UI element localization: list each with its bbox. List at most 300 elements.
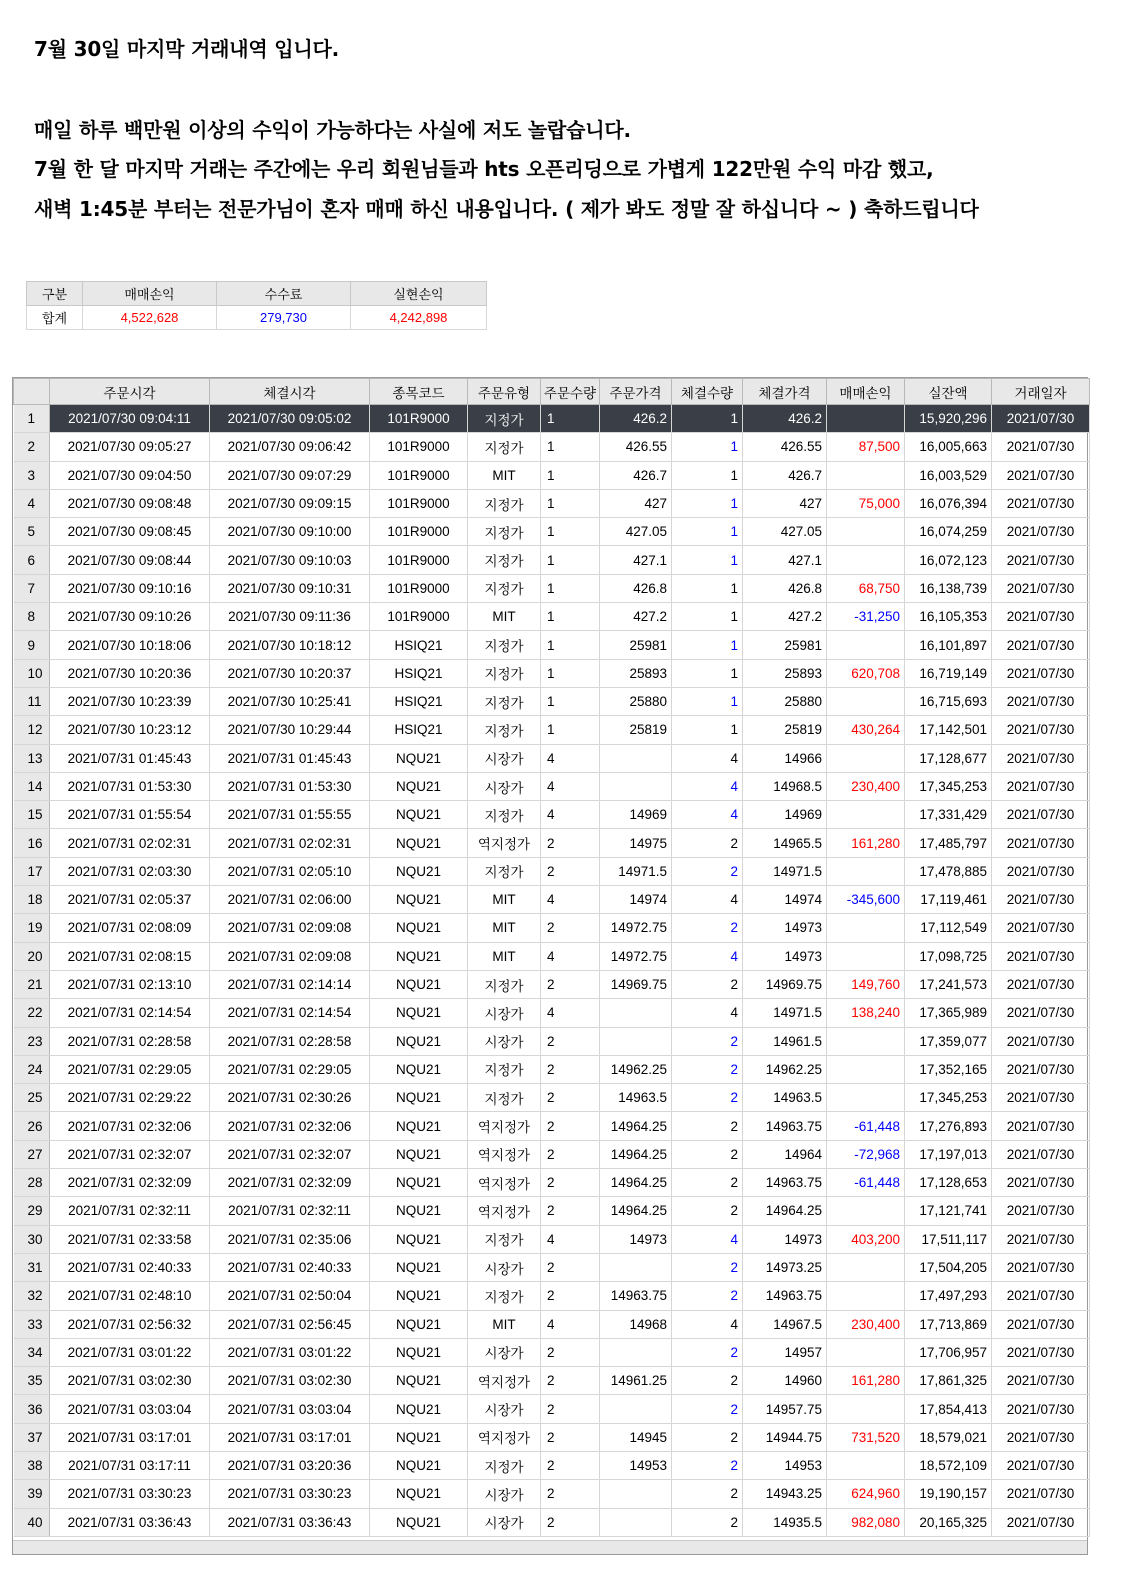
order-time-cell: 2021/07/31 03:36:43	[50, 1508, 210, 1536]
balance-cell: 17,504,205	[905, 1253, 992, 1281]
summary-trade-pl-value: 4,522,628	[83, 306, 217, 330]
trade-date-cell: 2021/07/30	[992, 1169, 1090, 1197]
balance-cell: 17,511,117	[905, 1225, 992, 1253]
trade-pl-cell: 161,280	[827, 829, 905, 857]
row-number: 17	[14, 857, 50, 885]
balance-cell: 17,331,429	[905, 801, 992, 829]
order-type-cell: 시장가	[468, 1253, 541, 1281]
order-qty-cell: 2	[541, 1338, 600, 1366]
fill-price-cell: 14962.25	[743, 1055, 827, 1083]
trade-date-cell: 2021/07/30	[992, 489, 1090, 517]
table-row[interactable]	[14, 1140, 1090, 1168]
fill-qty-cell: 4	[672, 801, 743, 829]
order-qty-cell: 2	[541, 1197, 600, 1225]
grid-horizontal-scrollbar[interactable]	[13, 1540, 1087, 1554]
trade-pl-cell	[827, 1451, 905, 1479]
order-type-cell: MIT	[468, 942, 541, 970]
fill-qty-cell: 2	[672, 1169, 743, 1197]
table-row[interactable]	[14, 405, 1090, 433]
order-price-cell	[600, 1338, 672, 1366]
fill-price-cell: 14968.5	[743, 772, 827, 800]
symbol-cell: NQU21	[370, 1451, 468, 1479]
row-number: 8	[14, 603, 50, 631]
table-row[interactable]	[14, 1197, 1090, 1225]
table-row[interactable]	[14, 631, 1090, 659]
balance-cell: 16,005,663	[905, 433, 992, 461]
fill-price-cell: 14961.5	[743, 1027, 827, 1055]
balance-cell: 17,276,893	[905, 1112, 992, 1140]
order-time-cell: 2021/07/30 10:20:36	[50, 659, 210, 687]
table-row[interactable]	[14, 886, 1090, 914]
table-row[interactable]	[14, 1282, 1090, 1310]
fill-qty-cell: 1	[672, 603, 743, 631]
fill-price-cell: 14974	[743, 886, 827, 914]
order-qty-cell: 2	[541, 829, 600, 857]
table-row[interactable]	[14, 546, 1090, 574]
table-row[interactable]	[14, 1338, 1090, 1366]
grid-header-fill-price[interactable]: 체결가격	[743, 379, 827, 405]
order-time-cell: 2021/07/31 02:48:10	[50, 1282, 210, 1310]
order-price-cell: 426.55	[600, 433, 672, 461]
order-qty-cell: 2	[541, 1367, 600, 1395]
row-number: 38	[14, 1451, 50, 1479]
fill-time-cell: 2021/07/31 02:50:04	[210, 1282, 370, 1310]
row-number: 1	[14, 405, 50, 433]
trade-pl-cell: -345,600	[827, 886, 905, 914]
fill-time-cell: 2021/07/30 09:11:36	[210, 603, 370, 631]
fill-time-cell: 2021/07/31 03:01:22	[210, 1338, 370, 1366]
order-time-cell: 2021/07/31 02:08:09	[50, 914, 210, 942]
fill-qty-cell: 4	[672, 1225, 743, 1253]
table-row[interactable]	[14, 603, 1090, 631]
order-time-cell: 2021/07/31 01:55:54	[50, 801, 210, 829]
trade-date-cell: 2021/07/30	[992, 1451, 1090, 1479]
table-row[interactable]	[14, 857, 1090, 885]
grid-header-order-qty[interactable]: 주문수량	[541, 379, 600, 405]
order-qty-cell: 1	[541, 574, 600, 602]
trade-date-cell: 2021/07/30	[992, 405, 1090, 433]
trade-pl-cell: -61,448	[827, 1169, 905, 1197]
order-price-cell: 14961.25	[600, 1367, 672, 1395]
trade-pl-cell: -31,250	[827, 603, 905, 631]
table-row[interactable]	[14, 1480, 1090, 1508]
order-time-cell: 2021/07/31 02:32:07	[50, 1140, 210, 1168]
fill-qty-cell: 2	[672, 1197, 743, 1225]
fill-qty-cell: 4	[672, 886, 743, 914]
trade-date-cell: 2021/07/30	[992, 659, 1090, 687]
fill-qty-cell: 1	[672, 631, 743, 659]
row-number: 9	[14, 631, 50, 659]
balance-cell: 17,345,253	[905, 772, 992, 800]
symbol-cell: NQU21	[370, 1055, 468, 1083]
table-row[interactable]	[14, 1395, 1090, 1423]
grid-header-order-time[interactable]: 주문시각	[50, 379, 210, 405]
order-time-cell: 2021/07/31 02:40:33	[50, 1253, 210, 1281]
trade-date-cell: 2021/07/30	[992, 1055, 1090, 1083]
order-qty-cell: 2	[541, 1112, 600, 1140]
table-row[interactable]	[14, 716, 1090, 744]
symbol-cell: NQU21	[370, 1367, 468, 1395]
table-row[interactable]	[14, 433, 1090, 461]
summary-header-trade-pl[interactable]: 매매손익	[83, 282, 217, 306]
fill-price-cell: 426.7	[743, 461, 827, 489]
symbol-cell: HSIQ21	[370, 716, 468, 744]
symbol-cell: 101R9000	[370, 546, 468, 574]
fill-price-cell: 25819	[743, 716, 827, 744]
trade-date-cell: 2021/07/30	[992, 970, 1090, 998]
order-time-cell: 2021/07/31 02:32:11	[50, 1197, 210, 1225]
order-qty-cell: 2	[541, 1395, 600, 1423]
order-qty-cell: 2	[541, 1169, 600, 1197]
fill-qty-cell: 2	[672, 1480, 743, 1508]
fill-time-cell: 2021/07/31 02:32:06	[210, 1112, 370, 1140]
order-price-cell: 14953	[600, 1451, 672, 1479]
fill-time-cell: 2021/07/31 02:14:54	[210, 999, 370, 1027]
order-time-cell: 2021/07/31 02:03:30	[50, 857, 210, 885]
trade-pl-cell: 230,400	[827, 772, 905, 800]
fill-time-cell: 2021/07/31 03:03:04	[210, 1395, 370, 1423]
summary-header-realized-pl[interactable]: 실현손익	[351, 282, 487, 306]
row-number: 22	[14, 999, 50, 1027]
trade-pl-cell	[827, 405, 905, 433]
fill-time-cell: 2021/07/30 10:20:37	[210, 659, 370, 687]
fill-price-cell: 25880	[743, 687, 827, 715]
fill-qty-cell: 1	[672, 687, 743, 715]
fill-qty-cell: 1	[672, 461, 743, 489]
order-price-cell	[600, 1480, 672, 1508]
fill-price-cell: 427.1	[743, 546, 827, 574]
trade-date-cell: 2021/07/30	[992, 1367, 1090, 1395]
symbol-cell: NQU21	[370, 1310, 468, 1338]
table-row[interactable]	[14, 829, 1090, 857]
fill-time-cell: 2021/07/31 02:29:05	[210, 1055, 370, 1083]
grid-header-order-price[interactable]: 주문가격	[600, 379, 672, 405]
row-number: 14	[14, 772, 50, 800]
trade-date-cell: 2021/07/30	[992, 631, 1090, 659]
trade-pl-cell	[827, 942, 905, 970]
order-price-cell: 427	[600, 489, 672, 517]
fill-time-cell: 2021/07/31 02:28:58	[210, 1027, 370, 1055]
balance-cell: 17,713,869	[905, 1310, 992, 1338]
trade-date-cell: 2021/07/30	[992, 1395, 1090, 1423]
order-type-cell: 지정가	[468, 857, 541, 885]
order-time-cell: 2021/07/31 03:01:22	[50, 1338, 210, 1366]
row-number: 28	[14, 1169, 50, 1197]
table-row[interactable]	[14, 1225, 1090, 1253]
order-qty-cell: 4	[541, 1225, 600, 1253]
fill-time-cell: 2021/07/31 03:30:23	[210, 1480, 370, 1508]
grid-header-trade-pl[interactable]: 매매손익	[827, 379, 905, 405]
order-type-cell: 지정가	[468, 574, 541, 602]
trade-pl-cell: 624,960	[827, 1480, 905, 1508]
order-type-cell: MIT	[468, 1310, 541, 1338]
grid-header-corner[interactable]	[14, 379, 50, 405]
balance-cell: 17,497,293	[905, 1282, 992, 1310]
row-number: 20	[14, 942, 50, 970]
trade-pl-cell: 149,760	[827, 970, 905, 998]
order-time-cell: 2021/07/30 09:08:45	[50, 518, 210, 546]
fill-qty-cell: 2	[672, 1451, 743, 1479]
grid-header-fill-time[interactable]: 체결시각	[210, 379, 370, 405]
row-number: 37	[14, 1423, 50, 1451]
trade-date-cell: 2021/07/30	[992, 574, 1090, 602]
symbol-cell: NQU21	[370, 1480, 468, 1508]
table-row[interactable]	[14, 1423, 1090, 1451]
fill-qty-cell: 1	[672, 659, 743, 687]
order-price-cell	[600, 772, 672, 800]
trade-pl-cell: 982,080	[827, 1508, 905, 1536]
grid-header-balance[interactable]: 실잔액	[905, 379, 992, 405]
order-price-cell	[600, 1253, 672, 1281]
table-row[interactable]	[14, 999, 1090, 1027]
order-type-cell: 시장가	[468, 1508, 541, 1536]
balance-cell: 17,854,413	[905, 1395, 992, 1423]
fill-time-cell: 2021/07/30 10:25:41	[210, 687, 370, 715]
summary-header-fee[interactable]: 수수료	[217, 282, 351, 306]
symbol-cell: 101R9000	[370, 574, 468, 602]
table-row[interactable]	[14, 659, 1090, 687]
order-time-cell: 2021/07/31 03:17:11	[50, 1451, 210, 1479]
order-type-cell: 지정가	[468, 405, 541, 433]
fill-qty-cell: 2	[672, 1423, 743, 1451]
fill-time-cell: 2021/07/30 09:10:00	[210, 518, 370, 546]
row-number: 18	[14, 886, 50, 914]
trade-pl-cell: 620,708	[827, 659, 905, 687]
row-number: 30	[14, 1225, 50, 1253]
fill-qty-cell: 2	[672, 1282, 743, 1310]
trade-pl-cell	[827, 1395, 905, 1423]
table-row[interactable]	[14, 1451, 1090, 1479]
row-number: 6	[14, 546, 50, 574]
order-time-cell: 2021/07/31 03:30:23	[50, 1480, 210, 1508]
fill-time-cell: 2021/07/30 10:18:12	[210, 631, 370, 659]
balance-cell: 16,715,693	[905, 687, 992, 715]
trade-pl-cell	[827, 1338, 905, 1366]
fill-qty-cell: 2	[672, 970, 743, 998]
row-number: 23	[14, 1027, 50, 1055]
trade-pl-cell	[827, 857, 905, 885]
fill-time-cell: 2021/07/31 02:56:45	[210, 1310, 370, 1338]
fill-qty-cell: 1	[672, 433, 743, 461]
grid-header-symbol[interactable]: 종목코드	[370, 379, 468, 405]
table-row[interactable]	[14, 1253, 1090, 1281]
trade-history-grid	[12, 377, 1088, 1555]
symbol-cell: NQU21	[370, 886, 468, 914]
order-price-cell: 14969.75	[600, 970, 672, 998]
fill-price-cell: 14963.75	[743, 1282, 827, 1310]
trade-pl-cell: -61,448	[827, 1112, 905, 1140]
table-row[interactable]	[14, 461, 1090, 489]
trade-date-cell: 2021/07/30	[992, 1423, 1090, 1451]
order-type-cell: 지정가	[468, 518, 541, 546]
order-time-cell: 2021/07/30 09:04:50	[50, 461, 210, 489]
fill-price-cell: 14969.75	[743, 970, 827, 998]
table-row[interactable]	[14, 914, 1090, 942]
order-type-cell: 시장가	[468, 744, 541, 772]
fill-time-cell: 2021/07/31 02:32:09	[210, 1169, 370, 1197]
order-type-cell: 역지정가	[468, 1169, 541, 1197]
row-number: 12	[14, 716, 50, 744]
order-price-cell	[600, 999, 672, 1027]
trade-pl-cell	[827, 461, 905, 489]
table-row[interactable]	[14, 574, 1090, 602]
order-price-cell	[600, 1027, 672, 1055]
table-row[interactable]	[14, 772, 1090, 800]
symbol-cell: NQU21	[370, 942, 468, 970]
trade-pl-cell	[827, 687, 905, 715]
row-number: 19	[14, 914, 50, 942]
fill-time-cell: 2021/07/30 09:10:03	[210, 546, 370, 574]
table-row[interactable]	[14, 687, 1090, 715]
balance-cell: 17,119,461	[905, 886, 992, 914]
trade-date-cell: 2021/07/30	[992, 1480, 1090, 1508]
trade-date-cell: 2021/07/30	[992, 1310, 1090, 1338]
trade-date-cell: 2021/07/30	[992, 772, 1090, 800]
fill-time-cell: 2021/07/30 09:06:42	[210, 433, 370, 461]
order-time-cell: 2021/07/31 02:56:32	[50, 1310, 210, 1338]
summary-header-category[interactable]: 구분	[27, 282, 83, 306]
table-row[interactable]	[14, 1112, 1090, 1140]
order-price-cell: 14963.5	[600, 1084, 672, 1112]
order-price-cell: 14963.75	[600, 1282, 672, 1310]
order-qty-cell: 1	[541, 603, 600, 631]
balance-cell: 16,072,123	[905, 546, 992, 574]
row-number: 35	[14, 1367, 50, 1395]
order-type-cell: 지정가	[468, 1451, 541, 1479]
order-qty-cell: 1	[541, 518, 600, 546]
balance-cell: 17,345,253	[905, 1084, 992, 1112]
table-row[interactable]	[14, 744, 1090, 772]
order-price-cell	[600, 744, 672, 772]
grid-header-order-type[interactable]: 주문유형	[468, 379, 541, 405]
trade-pl-cell	[827, 801, 905, 829]
trade-pl-cell	[827, 744, 905, 772]
table-row[interactable]	[14, 1027, 1090, 1055]
balance-cell: 17,121,741	[905, 1197, 992, 1225]
table-row[interactable]	[14, 801, 1090, 829]
order-time-cell: 2021/07/30 09:05:27	[50, 433, 210, 461]
row-number: 33	[14, 1310, 50, 1338]
order-qty-cell: 2	[541, 1282, 600, 1310]
row-number: 13	[14, 744, 50, 772]
fill-qty-cell: 1	[672, 405, 743, 433]
order-price-cell: 14964.25	[600, 1197, 672, 1225]
row-number: 3	[14, 461, 50, 489]
intro-line-2: 매일 하루 백만원 이상의 수익이 가능하다는 사실에 저도 놀랍습니다.	[34, 118, 631, 142]
trade-date-cell: 2021/07/30	[992, 829, 1090, 857]
trade-date-cell: 2021/07/30	[992, 687, 1090, 715]
fill-time-cell: 2021/07/30 10:29:44	[210, 716, 370, 744]
grid-header-trade-date[interactable]: 거래일자	[992, 379, 1090, 405]
trade-date-cell: 2021/07/30	[992, 433, 1090, 461]
fill-qty-cell: 2	[672, 1055, 743, 1083]
balance-cell: 16,719,149	[905, 659, 992, 687]
balance-cell: 17,478,885	[905, 857, 992, 885]
fill-time-cell: 2021/07/31 02:09:08	[210, 942, 370, 970]
table-row[interactable]	[14, 1055, 1090, 1083]
table-row[interactable]	[14, 1169, 1090, 1197]
order-time-cell: 2021/07/31 02:02:31	[50, 829, 210, 857]
balance-cell: 17,098,725	[905, 942, 992, 970]
summary-table	[26, 281, 487, 330]
fill-price-cell: 14971.5	[743, 857, 827, 885]
table-row[interactable]	[14, 1367, 1090, 1395]
table-row[interactable]	[14, 1310, 1090, 1338]
trade-date-cell: 2021/07/30	[992, 518, 1090, 546]
fill-qty-cell: 2	[672, 1084, 743, 1112]
row-number: 39	[14, 1480, 50, 1508]
trade-pl-cell	[827, 1055, 905, 1083]
symbol-cell: NQU21	[370, 970, 468, 998]
order-price-cell: 14964.25	[600, 1169, 672, 1197]
order-price-cell: 426.2	[600, 405, 672, 433]
row-number: 29	[14, 1197, 50, 1225]
order-price-cell: 427.2	[600, 603, 672, 631]
order-time-cell: 2021/07/31 02:05:37	[50, 886, 210, 914]
table-row[interactable]	[14, 518, 1090, 546]
table-row[interactable]	[14, 1084, 1090, 1112]
order-qty-cell: 4	[541, 942, 600, 970]
order-price-cell: 14972.75	[600, 942, 672, 970]
trade-date-cell: 2021/07/30	[992, 1112, 1090, 1140]
trade-pl-cell: 430,264	[827, 716, 905, 744]
table-row[interactable]	[14, 489, 1090, 517]
order-type-cell: 지정가	[468, 1282, 541, 1310]
summary-fee-value: 279,730	[217, 306, 351, 330]
order-qty-cell: 1	[541, 659, 600, 687]
order-price-cell: 14968	[600, 1310, 672, 1338]
trade-date-cell: 2021/07/30	[992, 1027, 1090, 1055]
order-price-cell: 25819	[600, 716, 672, 744]
row-number: 40	[14, 1508, 50, 1536]
trade-date-cell: 2021/07/30	[992, 1282, 1090, 1310]
order-type-cell: 지정가	[468, 1225, 541, 1253]
grid-header-fill-qty[interactable]: 체결수량	[672, 379, 743, 405]
balance-cell: 18,572,109	[905, 1451, 992, 1479]
fill-qty-cell: 2	[672, 857, 743, 885]
trade-date-cell: 2021/07/30	[992, 886, 1090, 914]
order-time-cell: 2021/07/31 02:28:58	[50, 1027, 210, 1055]
fill-price-cell: 25893	[743, 659, 827, 687]
order-qty-cell: 2	[541, 1423, 600, 1451]
row-number: 2	[14, 433, 50, 461]
order-time-cell: 2021/07/31 02:29:22	[50, 1084, 210, 1112]
table-row[interactable]	[14, 1508, 1090, 1536]
table-row[interactable]	[14, 970, 1090, 998]
symbol-cell: NQU21	[370, 1338, 468, 1366]
fill-price-cell: 14944.75	[743, 1423, 827, 1451]
order-price-cell	[600, 1508, 672, 1536]
fill-qty-cell: 1	[672, 574, 743, 602]
fill-time-cell: 2021/07/31 03:20:36	[210, 1451, 370, 1479]
intro-line-4: 새벽 1:45분 부터는 전문가님이 혼자 매매 하신 내용입니다. ( 제가 봐도 정말 잘 하십니다 ~ ) 축하드립니다	[34, 197, 979, 221]
row-number: 16	[14, 829, 50, 857]
trade-date-cell: 2021/07/30	[992, 1225, 1090, 1253]
order-qty-cell: 1	[541, 433, 600, 461]
order-qty-cell: 2	[541, 1027, 600, 1055]
order-time-cell: 2021/07/30 09:10:16	[50, 574, 210, 602]
trade-pl-cell	[827, 1253, 905, 1281]
order-price-cell: 25893	[600, 659, 672, 687]
summary-total-label: 합계	[27, 306, 83, 330]
trade-date-cell: 2021/07/30	[992, 1140, 1090, 1168]
fill-price-cell: 14973	[743, 1225, 827, 1253]
table-row[interactable]	[14, 942, 1090, 970]
order-price-cell: 426.8	[600, 574, 672, 602]
fill-price-cell: 14967.5	[743, 1310, 827, 1338]
fill-qty-cell: 2	[672, 1367, 743, 1395]
trade-pl-cell: -72,968	[827, 1140, 905, 1168]
